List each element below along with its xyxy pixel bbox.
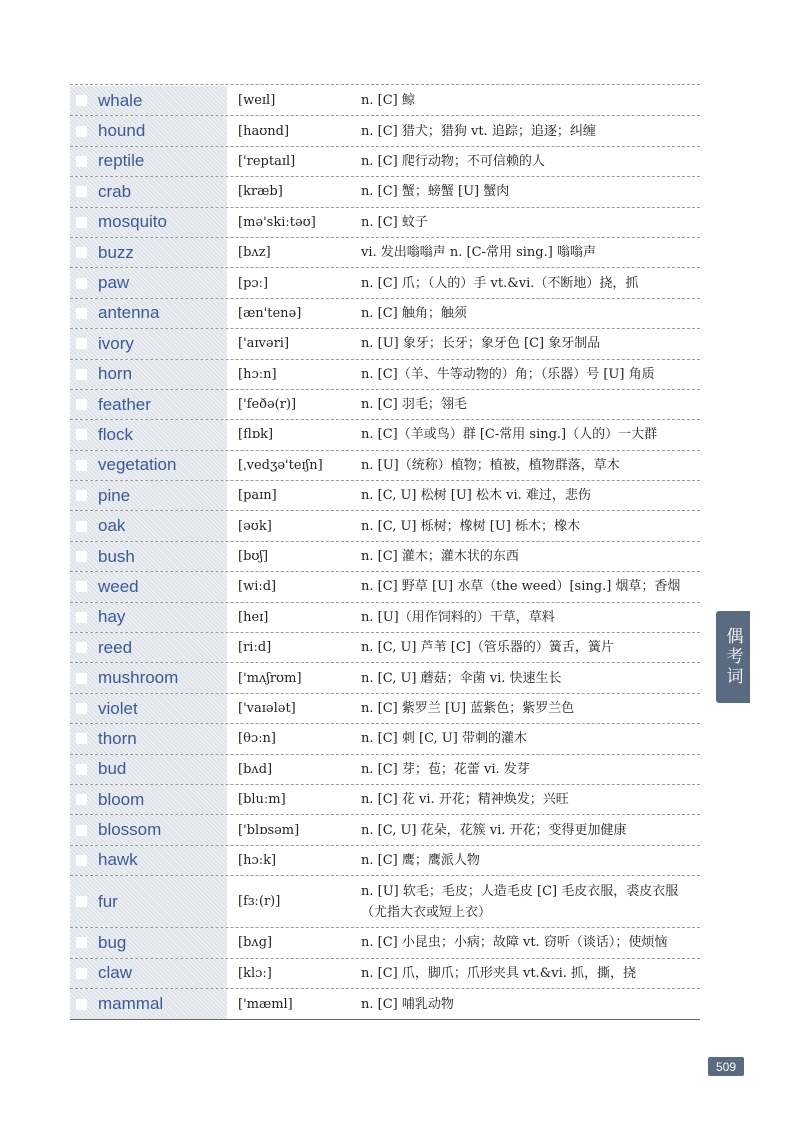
word: mosquito xyxy=(98,212,167,232)
definition: n. [C, U] 芦苇 [C]（管乐器的）簧舌，簧片 xyxy=(361,640,614,656)
phonetic: [riːd] xyxy=(238,640,272,656)
vocab-row xyxy=(70,420,700,450)
word-cell xyxy=(70,989,228,1019)
definition: n. [C] 鲸 xyxy=(361,93,415,109)
word: pine xyxy=(98,485,131,505)
vocab-row xyxy=(70,177,700,207)
word: vegetation xyxy=(98,455,177,475)
word: blossom xyxy=(98,820,162,840)
phonetic: [æn'tenə] xyxy=(238,305,302,321)
word-cell xyxy=(70,694,228,723)
word: fur xyxy=(98,891,118,911)
vocab-row xyxy=(70,572,700,602)
word-cell xyxy=(70,451,228,480)
vocab-row xyxy=(70,959,700,989)
phonetic: [heɪ] xyxy=(238,609,269,625)
word-cell xyxy=(70,481,228,510)
word-cell xyxy=(70,724,228,753)
vocab-row xyxy=(70,633,700,663)
word-cell xyxy=(70,360,228,389)
definition: n. [C, U] 花朵，花簇 vi. 开花；变得更加健康 xyxy=(361,822,627,838)
checkbox[interactable] xyxy=(76,217,87,228)
vocab-row xyxy=(70,208,700,238)
word-cell xyxy=(70,86,228,115)
phonetic: [bʌg] xyxy=(238,935,273,951)
checkbox[interactable] xyxy=(76,612,87,623)
definition: n. [C] 蚊子 xyxy=(361,214,428,230)
word-cell xyxy=(70,116,228,145)
word-cell xyxy=(70,299,228,328)
vocab-row xyxy=(70,876,700,928)
page-number: 509 xyxy=(708,1057,744,1076)
checkbox[interactable] xyxy=(76,156,87,167)
phonetic: ['blɒsəm] xyxy=(238,822,300,838)
word-cell xyxy=(70,959,228,988)
word: hound xyxy=(98,121,146,141)
vocab-row xyxy=(70,928,700,958)
word: hay xyxy=(98,607,126,627)
vocab-row xyxy=(70,390,700,420)
definition: n. [C] 爪；（人的）手 vt.&vi.（不断地）挠，抓 xyxy=(361,275,639,291)
definition: n. [C, U] 蘑菇；伞菌 vi. 快速生长 xyxy=(361,670,562,686)
word: mammal xyxy=(98,994,164,1014)
word: bloom xyxy=(98,789,145,809)
definition: n. [U] 象牙；长牙；象牙色 [C] 象牙制品 xyxy=(361,336,601,352)
phonetic: ['reptaɪl] xyxy=(238,153,296,169)
definition: n. [C] 刺 [C, U] 带刺的灌木 xyxy=(361,731,527,747)
checkbox[interactable] xyxy=(76,794,87,805)
checkbox[interactable] xyxy=(76,999,87,1010)
vocab-row xyxy=(70,846,700,876)
word-cell xyxy=(70,390,228,419)
phonetic: [kræb] xyxy=(238,184,283,200)
definition: n. [C] 蟹；螃蟹 [U] 蟹肉 xyxy=(361,184,510,200)
phonetic: [bʌd] xyxy=(238,761,273,777)
vocab-row xyxy=(70,147,700,177)
phonetic: [weɪl] xyxy=(238,93,276,109)
word-cell xyxy=(70,329,228,358)
word: whale xyxy=(98,90,143,110)
word-cell xyxy=(70,542,228,571)
definition: n. [C, U] 松树 [U] 松木 vi. 难过，悲伤 xyxy=(361,488,591,504)
top-rule xyxy=(70,84,700,85)
definition: n. [C] 爪，脚爪；爪形夹具 vt.&vi. 抓，撕，挠 xyxy=(361,965,637,981)
word-cell xyxy=(70,208,228,237)
vocab-row xyxy=(70,815,700,845)
phonetic: [hɔːn] xyxy=(238,366,277,382)
word-cell xyxy=(70,785,228,814)
definition: n. [C] 小昆虫；小病；故障 vt. 窃听（谈话）；使烦恼 xyxy=(361,935,668,951)
phonetic: ['aɪvəri] xyxy=(238,336,290,352)
word: claw xyxy=(98,963,133,983)
word-cell xyxy=(70,147,228,176)
word-cell xyxy=(70,420,228,449)
checkbox[interactable] xyxy=(76,764,87,775)
word: bug xyxy=(98,932,127,952)
phonetic: [bʊʃ] xyxy=(238,549,269,565)
phonetic: [θɔːn] xyxy=(238,731,277,747)
definition: n. [C] 羽毛；翎毛 xyxy=(361,397,467,413)
definition: n. [C] 灌木；灌木状的东西 xyxy=(361,549,519,565)
word-cell xyxy=(70,177,228,206)
checkbox[interactable] xyxy=(76,855,87,866)
phonetic: ['feðə(r)] xyxy=(238,397,297,413)
definition: n. [C]（羊、牛等动物的）角；（乐器）号 [U] 角质 xyxy=(361,366,655,382)
checkbox[interactable] xyxy=(76,896,87,907)
checkbox[interactable] xyxy=(76,186,87,197)
definition: n. [C, U] 栎树；橡树 [U] 栎木；橡木 xyxy=(361,518,580,534)
phonetic: [fɜː(r)] xyxy=(238,894,281,910)
definition: n. [C]（羊或鸟）群 [C-常用 sing.]（人的）一大群 xyxy=(361,427,658,443)
definition: n. [C] 触角；触须 xyxy=(361,305,467,321)
definition: n. [C] 鹰；鹰派人物 xyxy=(361,852,480,868)
definition: n. [C] 爬行动物；不可信赖的人 xyxy=(361,153,545,169)
vocabulary-table xyxy=(70,86,700,1020)
word-cell xyxy=(70,755,228,784)
vocab-row xyxy=(70,755,700,785)
checkbox[interactable] xyxy=(76,95,87,106)
word: weed xyxy=(98,576,139,596)
checkbox[interactable] xyxy=(76,733,87,744)
phonetic: [flɒk] xyxy=(238,427,274,443)
word: horn xyxy=(98,364,133,384)
vocab-row xyxy=(70,451,700,481)
definition: n. [U]（用作饲料的）干草，草料 xyxy=(361,609,555,625)
phonetic: [pɔː] xyxy=(238,275,269,291)
word: thorn xyxy=(98,728,137,748)
definition: n. [U]（统称）植物；植被，植物群落，草木 xyxy=(361,457,620,473)
vocab-row xyxy=(70,481,700,511)
definition: vi. 发出嗡嗡声 n. [C-常用 sing.] 嗡嗡声 xyxy=(361,245,596,261)
word: violet xyxy=(98,698,138,718)
phonetic: [hɔːk] xyxy=(238,852,277,868)
word-cell xyxy=(70,815,228,844)
definition: n. [U] 软毛；毛皮；人造毛皮 [C] 毛皮衣服，裘皮衣服（尤指大衣或短上衣） xyxy=(361,883,679,920)
vocab-row xyxy=(70,329,700,359)
word-cell xyxy=(70,572,228,601)
section-tab xyxy=(716,611,750,703)
definition: n. [C] 花 vi. 开花；精神焕发；兴旺 xyxy=(361,792,569,808)
vocab-row xyxy=(70,663,700,693)
phonetic: [ˌvedʒə'teɪʃn] xyxy=(238,457,323,473)
checkbox[interactable] xyxy=(76,937,87,948)
checkbox[interactable] xyxy=(76,673,87,684)
phonetic: [haʊnd] xyxy=(238,123,290,139)
word: bud xyxy=(98,759,127,779)
definition: n. [C] 野草 [U] 水草（the weed）[sing.] 烟草；香烟 xyxy=(361,579,681,595)
word: hawk xyxy=(98,850,138,870)
vocab-row xyxy=(70,989,700,1019)
word-cell xyxy=(70,876,228,927)
word: flock xyxy=(98,424,133,444)
checkbox[interactable] xyxy=(76,521,87,532)
vocab-row xyxy=(70,603,700,633)
word: buzz xyxy=(98,242,134,262)
vocab-row xyxy=(70,116,700,146)
vocab-row xyxy=(70,268,700,298)
word: feather xyxy=(98,394,151,414)
section-tab-label: 偶考词 xyxy=(722,627,743,687)
word-cell xyxy=(70,846,228,875)
checkbox[interactable] xyxy=(76,642,87,653)
checkbox[interactable] xyxy=(76,703,87,714)
checkbox[interactable] xyxy=(76,308,87,319)
phonetic: ['vaɪələt] xyxy=(238,701,296,716)
checkbox[interactable] xyxy=(76,551,87,562)
word: ivory xyxy=(98,333,134,353)
word-cell xyxy=(70,633,228,662)
word: paw xyxy=(98,273,130,293)
vocab-row xyxy=(70,86,700,116)
checkbox[interactable] xyxy=(76,399,87,410)
phonetic: [wiːd] xyxy=(238,579,277,595)
word-cell xyxy=(70,663,228,692)
definition: n. [C] 芽；苞；花蕾 vi. 发芽 xyxy=(361,761,530,777)
checkbox[interactable] xyxy=(76,247,87,258)
word: antenna xyxy=(98,303,160,323)
vocab-row xyxy=(70,299,700,329)
vocab-row xyxy=(70,238,700,268)
definition: n. [C] 哺乳动物 xyxy=(361,996,454,1012)
word-cell xyxy=(70,928,228,957)
word: mushroom xyxy=(98,668,179,688)
word: bush xyxy=(98,546,135,566)
checkbox[interactable] xyxy=(76,490,87,501)
vocab-row xyxy=(70,724,700,754)
vocab-row xyxy=(70,694,700,724)
definition: n. [C] 紫罗兰 [U] 蓝紫色；紫罗兰色 xyxy=(361,701,575,716)
word-cell xyxy=(70,603,228,632)
checkbox[interactable] xyxy=(76,369,87,380)
checkbox[interactable] xyxy=(76,581,87,592)
checkbox[interactable] xyxy=(76,429,87,440)
vocab-row xyxy=(70,511,700,541)
checkbox[interactable] xyxy=(76,338,87,349)
checkbox[interactable] xyxy=(76,968,87,979)
phonetic: ['mʌʃrʊm] xyxy=(238,670,302,686)
vocab-row xyxy=(70,785,700,815)
phonetic: [paɪn] xyxy=(238,488,277,504)
phonetic: [klɔː] xyxy=(238,965,272,981)
phonetic: [bluːm] xyxy=(238,792,286,808)
word: reptile xyxy=(98,151,145,171)
word: oak xyxy=(98,516,126,536)
phonetic: [bʌz] xyxy=(238,245,271,261)
checkbox[interactable] xyxy=(76,278,87,289)
phonetic: [əʊk] xyxy=(238,518,272,534)
checkbox[interactable] xyxy=(76,825,87,836)
word: reed xyxy=(98,637,133,657)
phonetic: ['mæml] xyxy=(238,996,293,1012)
definition: n. [C] 猎犬；猎狗 vt. 追踪；追逐；纠缠 xyxy=(361,123,596,139)
word: crab xyxy=(98,181,132,201)
checkbox[interactable] xyxy=(76,126,87,137)
word-cell xyxy=(70,268,228,297)
word-cell xyxy=(70,238,228,267)
checkbox[interactable] xyxy=(76,460,87,471)
phonetic: [mə'skiːtəʊ] xyxy=(238,214,316,230)
vocab-row xyxy=(70,360,700,390)
vocab-row xyxy=(70,542,700,572)
word-cell xyxy=(70,511,228,540)
